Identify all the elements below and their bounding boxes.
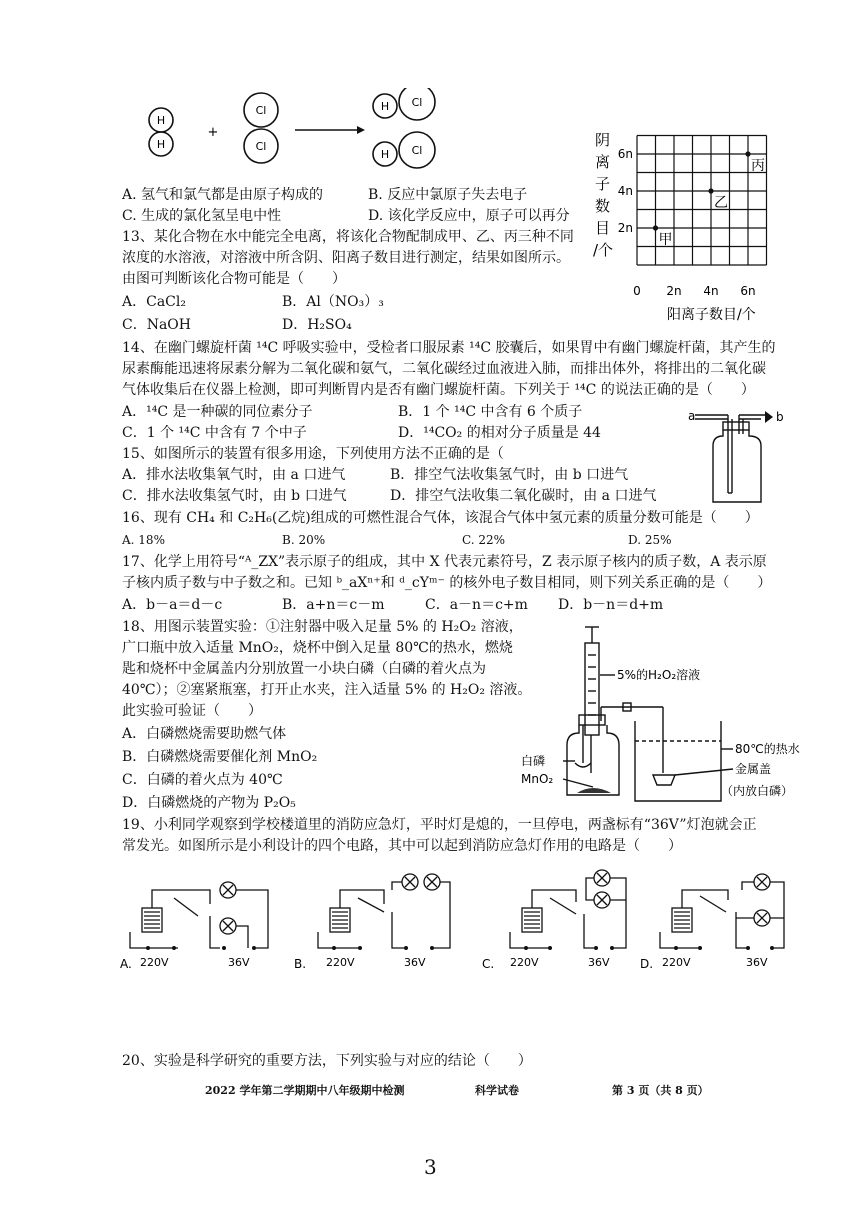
hcl-reaction-diagram [135, 88, 455, 176]
x-tick-label: 6n [740, 284, 756, 298]
voltage-label: 220V [662, 956, 691, 969]
q19-stem: 常发光。如图所示是小利设计的四个电路，其中可以起到消防应急灯作用的电路是（ ） [122, 838, 682, 854]
atom-label: H [156, 138, 166, 151]
q18-stem: 此实验可验证（ ） [122, 703, 262, 719]
q12-option-a: A. 氢气和氯气都是由原子构成的 [122, 187, 324, 203]
q15-option-b: B．排空气法收集氢气时，由 b 口进气 [390, 467, 629, 483]
atom-label: H [380, 100, 390, 113]
q17-option-d: D．b－n＝d+m [558, 597, 664, 613]
y-axis-label: 离 [595, 153, 611, 171]
point-label: 甲 [658, 232, 673, 248]
q18-stem: 匙和烧杯中金属盖内分别放置一小块白磷（白磷的着火点为 [122, 661, 486, 677]
voltage-label: 220V [140, 956, 169, 969]
q15-stem: 15、如图所示的装置有很多用途，下列使用方法不正确的是（ [122, 446, 504, 462]
point-label: 乙 [714, 195, 728, 211]
y-axis-label: 子 [595, 175, 611, 193]
q18-stem: 广口瓶中放入适量 MnO₂，烧杯中倒入足量 80℃的热水，燃烧 [122, 640, 513, 656]
q14-stem: 14、在幽门螺旋杆菌 ¹⁴C 呼吸实验中，受检者口服尿素 ¹⁴C 胶囊后，如果胃中有幽门螺旋杆菌，其产生的 [122, 340, 776, 356]
q18-option-a: A．白磷燃烧需要助燃气体 [122, 726, 287, 742]
phosphorus-apparatus [515, 625, 805, 825]
q13-option-d: D．H₂SO₄ [282, 317, 352, 333]
label-mno2: MnO₂ [521, 772, 554, 786]
voltage-label: 36V [746, 956, 768, 969]
port-b-label: b [776, 410, 784, 424]
q14-option-d: D．¹⁴CO₂ 的相对分子质量是 44 [398, 425, 601, 441]
circuit-option-b [292, 868, 470, 974]
data-point [745, 151, 750, 156]
q18-stem: 18、用图示装置实验：①注射器中吸入足量 5% 的 H₂O₂ 溶液， [122, 619, 523, 635]
point-label: 丙 [751, 158, 765, 174]
footer-page-info: 第 3 页（共 8 页） [612, 1084, 709, 1097]
q15-option-c: C．排水法收集氢气时，由 b 口进气 [122, 488, 347, 504]
x-tick-label: 0 [633, 284, 641, 298]
y-axis-label: /个 [593, 241, 614, 259]
x-tick-label: 2n [666, 284, 682, 298]
page-number: 3 [424, 1155, 437, 1179]
q17-option-a: A．b－a＝d－c [122, 597, 223, 613]
q16-option-a: A. 18% [122, 533, 165, 547]
y-tick-label: 2n [617, 221, 633, 235]
voltage-label: 36V [228, 956, 250, 969]
atom-label: Cl [411, 144, 423, 157]
atom-label: Cl [255, 140, 267, 153]
y-axis-label: 数 [595, 197, 611, 215]
voltage-label: 36V [404, 956, 426, 969]
gas-bottle-diagram [683, 398, 793, 506]
circuit-letter: D. [640, 957, 654, 971]
data-point [708, 188, 713, 193]
circuit-option-d [638, 868, 818, 974]
y-tick-label: 4n [617, 184, 633, 198]
q13-option-c: C．NaOH [122, 317, 191, 333]
label-hot-water: 80℃的热水 [735, 742, 800, 756]
q16-option-d: D. 25% [628, 533, 672, 547]
q13-stem: 浓度的水溶液，对溶液中所含阴、阳离子数目进行测定，结果如图所示。 [122, 250, 570, 266]
atom-label: H [156, 114, 166, 127]
q18-option-c: C．白磷的着火点为 40℃ [122, 772, 283, 788]
label-h2o2: 5%的H₂O₂溶液 [617, 668, 701, 682]
q15-option-d: D．排空气法收集二氧化碳时，由 a 口进气 [390, 488, 657, 504]
q13-stem: 由图可判断该化合物可能是（ ） [122, 271, 346, 287]
circuit-option-a [118, 868, 296, 974]
circuit-option-c [480, 868, 658, 974]
label-white-phosphorus: 白磷 [521, 754, 546, 768]
footer-subject: 科学试卷 [475, 1084, 519, 1097]
plus-sign: + [207, 125, 219, 140]
q12-option-d: D. 该化学反应中，原子可以再分 [368, 208, 570, 224]
q14-option-a: A．¹⁴C 是一种碳的同位素分子 [122, 404, 313, 420]
q17-stem: 子核内质子数与中子数之和。已知 ᵇ_aXⁿ⁺和 ᵈ_cYᵐ⁻ 的核外电子数目相同，则下列关系正确的是（ ） [122, 575, 772, 591]
data-point [653, 225, 658, 230]
q19-stem: 19、小利同学观察到学校楼道里的消防应急灯，平时灯是熄的，一旦停电，两盏标有“36V”灯泡就会正 [122, 817, 757, 833]
voltage-label: 36V [588, 956, 610, 969]
circuit-letter: C. [482, 957, 495, 971]
q20-stem: 20、实验是科学研究的重要方法，下列实验与对应的结论（ ） [122, 1053, 532, 1069]
q13-option-a: A．CaCl₂ [122, 294, 186, 310]
ion-count-chart [585, 125, 810, 325]
voltage-label: 220V [326, 956, 355, 969]
atom-label: H [380, 148, 390, 161]
atom-label: Cl [411, 96, 423, 109]
q18-option-d: D．白磷燃烧的产物为 P₂O₅ [122, 795, 296, 811]
q17-option-b: B．a+n＝c－m [282, 597, 385, 613]
y-axis-label: 阴 [595, 131, 611, 149]
q13-stem: 13、某化合物在水中能完全电离，将该化合物配制成甲、乙、丙三种不同 [122, 229, 574, 245]
q14-stem: 气体收集后在仪器上检测，即可判断胃内是否有幽门螺旋杆菌。下列关于 ¹⁴C 的说法正确的是（ ） [122, 382, 755, 398]
q18-stem: 40℃）；②塞紧瓶塞，打开止水夹，注入适量 5% 的 H₂O₂ 溶液。 [122, 682, 532, 698]
port-a-label: a [688, 409, 696, 423]
q12-option-b: B. 反应中氯原子失去电子 [368, 187, 528, 203]
q14-option-c: C．1 个 ¹⁴C 中含有 7 个中子 [122, 425, 307, 441]
q12-option-c: C. 生成的氯化氢呈电中性 [122, 208, 282, 224]
q15-option-a: A．排水法收集氧气时，由 a 口进气 [122, 467, 346, 483]
voltage-label: 220V [510, 956, 539, 969]
q13-option-b: B．Al（NO₃）₃ [282, 294, 384, 310]
q17-stem: 17、化学上用符号“ᴬ_ZX”表示原子的组成，其中 X 代表元素符号，Z 表示原子核内的质子数，A 表示原 [122, 554, 767, 570]
q16-stem: 16、现有 CH₄ 和 C₂H₆(乙烷)组成的可燃性混合气体，该混合气体中氢元素的质量分数可能是（ ） [122, 510, 759, 526]
x-tick-label: 4n [703, 284, 719, 298]
q14-stem: 尿素酶能迅速将尿素分解为二氧化碳和氨气，二氧化碳经过血液进入肺，而排出体外，将排出的二氧化碳 [122, 361, 766, 377]
label-metal-lid: 金属盖 [735, 762, 772, 776]
label-inner-phosphorus: （内放白磷） [721, 784, 794, 798]
q16-option-c: C. 22% [462, 533, 506, 547]
q16-option-b: B. 20% [282, 533, 326, 547]
atom-label: Cl [255, 104, 267, 117]
q14-option-b: B．1 个 ¹⁴C 中含有 6 个质子 [398, 404, 583, 420]
q17-option-c: C．a－n＝c+m [425, 597, 528, 613]
y-tick-label: 6n [617, 147, 633, 161]
x-axis-label: 阳离子数目/个 [667, 307, 756, 323]
q18-option-b: B．白磷燃烧需要催化剂 MnO₂ [122, 749, 318, 765]
circuit-letter: B. [294, 957, 307, 971]
y-axis-label: 目 [595, 219, 611, 237]
circuit-letter: A. [120, 957, 132, 971]
footer-exam-title: 2022 学年第二学期期中八年级期中检测 [205, 1084, 405, 1097]
